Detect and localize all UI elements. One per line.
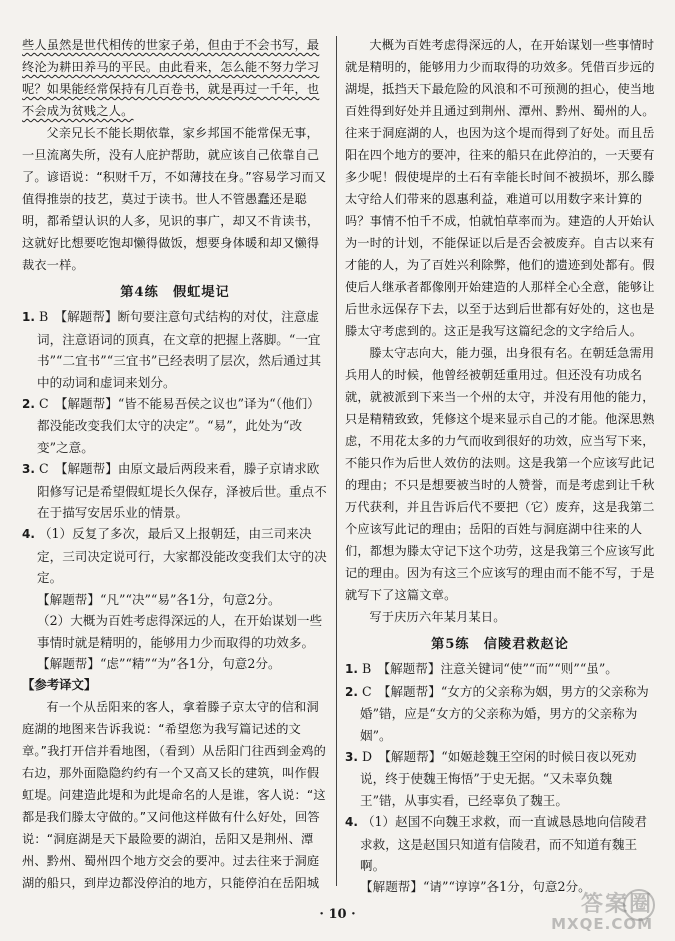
translation-text: 有一个从岳阳来的客人，拿着滕子京太守的信和洞庭湖的地图来告诉我说：“希望您为我写篇记述的文章。”我打开信并看地图，（看到）从岳阳门往西到金鸡的右边，那外面隐隐约约有一个又高又长的建筑，叫作假虹堤。问建造此堤和为此堤命名的人是谁，客人说：“这都是我们滕太守做的。”又问他这样做有什么好处，回答说：“洞庭湖是天下最险要的湖泊，岳阳又是荆州、潭州、黔州、蜀州四个地方交会的要冲。过去往来于洞庭湖的船只，到岸边都没停泊的地方，只能停泊在岳阳城	[22, 699, 327, 890]
answer-item	[22, 523, 328, 588]
paragraph-people-deep-thinking: 大概为百姓考虑得深远的人，在开始谋划一些事情时就是精明的，能够用力少而取得的功效多。凭借百步远的湖堤，抵挡天下最危险的风浪和不可预测的担心，使当地百姓得到好处并且通过到荆州、潭州、黔州、蜀州的人。往来于洞庭湖的人，也因为这个堤而得到了好处。而且岳阳在四个地方的要冲，往来的船只在此停泊的，一天要有多少呢！假使堤岸的土石有幸能长时间不被损坏，那么滕太守给人们带来的恩惠利益，难道可以用数字来计算的吗？事情不怕千不成，怕就怕草率而为。建造的人开始认为一时的计划，不能保证以后是否会被废弃。自古以来有才能的人，为了百姓兴利除弊，他们的遗迹到处都有。假使后人继承者都像刚开始建造的人那样全心全意，能够让后世永远保存下去，以至于达到后世都有好处的，这也是滕太守考虑到的。这正是我写这篇纪念的文字给后人。	[345, 38, 655, 338]
section-5	[345, 634, 655, 894]
answer-text: C 【解题帮】“女方的父亲称为姻，男方的父亲称为婚”错，应是“女方的父亲称为婚，男方的父亲称为姻”。	[360, 683, 649, 743]
answer-text: C 【解题帮】“皆不能易吾侯之议也”译为“（他们）都没能改变我们太守的决定”。“易”，此处为“改变”之意。	[37, 396, 320, 455]
answer-item	[345, 658, 655, 680]
watermark-chars: 答案圈	[580, 892, 653, 917]
answer-number: 1.	[345, 662, 358, 677]
answer-number: 4.	[345, 815, 358, 830]
answer-text: （1）赵国不向魏王求救，而一直诚恳恳地向信陵君求救，这是赵国只知道有信陵君，而不知道有魏王啊。	[360, 814, 648, 874]
column-divider	[336, 36, 337, 886]
answer-item	[22, 458, 328, 523]
answer-number: 3.	[22, 462, 35, 477]
paragraph-teng-ambition: 滕太守志向大，能力强，出身很有名。在朝廷急需用兵用人的时候，他曾经被朝廷重用过。但还没有功成名就，就被派到下来当一个州的太守，并没有用他的能力，只是精精致致，凭修这个堤来显示自己的才能。他深思熟虑，不用花太多的力气而收到很好的功效，应当写下来，不能只作为后世人效仿的法则。这是我第一个应该写此记的理由；不只是想要被当时的人赞誉，而是考虑到让千秋万代获利，并且告诉后代不要把（它）废弃，这是我第二个应该写此记的理由；岳阳的百姓与洞庭湖中往来的人们，都想为滕太守记下这个功劳，这是我第三个应该写此记的理由。因为有这三个应该写的理由而不能不写，于是就写下了这篇文章。	[345, 346, 655, 602]
page-number-value: 10	[328, 907, 347, 922]
reference-translation-heading: 【参考译文】	[22, 677, 97, 693]
answer-subnote	[22, 610, 328, 653]
section-4-title: 第4练 假虹堤记	[120, 285, 230, 300]
answer-item	[22, 306, 328, 393]
section-4-translation	[22, 696, 328, 894]
answer-text: D 【解题帮】“如姬趁魏王空闲的时候日夜以死劝说，终于使魏王悔悟”于史无据。“又未辜负魏王”错，从事实看，已经辜负了魏王。	[360, 749, 637, 808]
date-line: 写于庆历六年某月某日。	[369, 610, 506, 624]
answer-number: 4.	[22, 527, 35, 542]
section-5-items	[345, 658, 655, 894]
section-4-items	[22, 306, 328, 674]
answer-text: （1）反复了多次，最后又上报朝廷，由三司来决定，三司决定说可行，大家都没能改变我们太守的决定。	[37, 526, 327, 586]
answer-item	[22, 393, 328, 458]
answer-item	[345, 681, 655, 746]
answer-text: B 【解题帮】注意关键词“使”“而”“则”“虽”。	[361, 661, 618, 677]
answer-text: 【解题帮】“虑”“精”“为”各1分，句意2分。	[37, 655, 281, 671]
answer-subnote	[22, 653, 328, 674]
handwritten-answer-block	[22, 34, 328, 276]
watermark-logo	[537, 887, 657, 933]
handwritten-translation-continued	[345, 34, 655, 628]
answer-text: （2）大概为百姓考虑得深远的人，在开始谋划一些事情时就是精明的，能够用力少而取得的功效多。	[37, 613, 323, 650]
section-5-title: 第5练 信陵君救赵论	[431, 637, 569, 652]
answer-number: 2.	[345, 684, 358, 699]
page-number: · 10 ·	[319, 907, 356, 922]
answer-number: 3.	[345, 750, 358, 765]
answer-text: C 【解题帮】由原文最后两段来看，滕子京请求欧阳修写记是希望假虹堤长久保存，泽被后世。重点不在于描写安居乐业的情景。	[37, 461, 327, 521]
answer-text: 【解题帮】“凡”“决”“易”各1分，句意2分。	[37, 591, 281, 607]
answer-text: B 【解题帮】断句要注意句式结构的对仗，注意虚词，注意语词的顶真，在文章的把握上落脚。“一宜书”“二宜书”“三宜书”已经表明了层次，然后通过其中的动词和虚词来划分。	[37, 309, 322, 390]
answer-number: 2.	[22, 397, 35, 412]
section-4	[22, 282, 328, 696]
watermark-url: MXQE.COM	[551, 915, 653, 933]
top-continuation-text: 些人虽然是世代相传的世家子弟，但由于不会书写，最终沦为耕田养马的平民。由此看来，怎么能不努力学习呢？如果能经常保持有几百卷书，就是再过一千年，也不会成为贫贱之人。	[22, 38, 320, 118]
left-column	[22, 34, 328, 894]
answer-item	[345, 811, 655, 876]
answer-item	[345, 746, 655, 811]
paragraph-father-brothers: 父亲兄长不能长期依靠，家乡邦国不能常保无事，一旦流离失所，没有人庇护帮助，就应该自己依靠自己了。谚语说：“积财千万，不如薄技在身。”容易学习而又值得推崇的技艺，莫过于读书。世人不管愚蠢还是聪明，都希望认识的人多，见识的事广，却又不肯读书，这就好比想要吃饱却懒得做饭，想要身体暖和却又懒得裁衣一样。	[22, 126, 327, 272]
answer-text: 【解题帮】“请”“谆谆”各1分，句意2分。	[360, 879, 591, 894]
answer-subnote	[22, 589, 328, 610]
right-column	[345, 34, 655, 894]
answer-number: 1.	[22, 310, 35, 325]
